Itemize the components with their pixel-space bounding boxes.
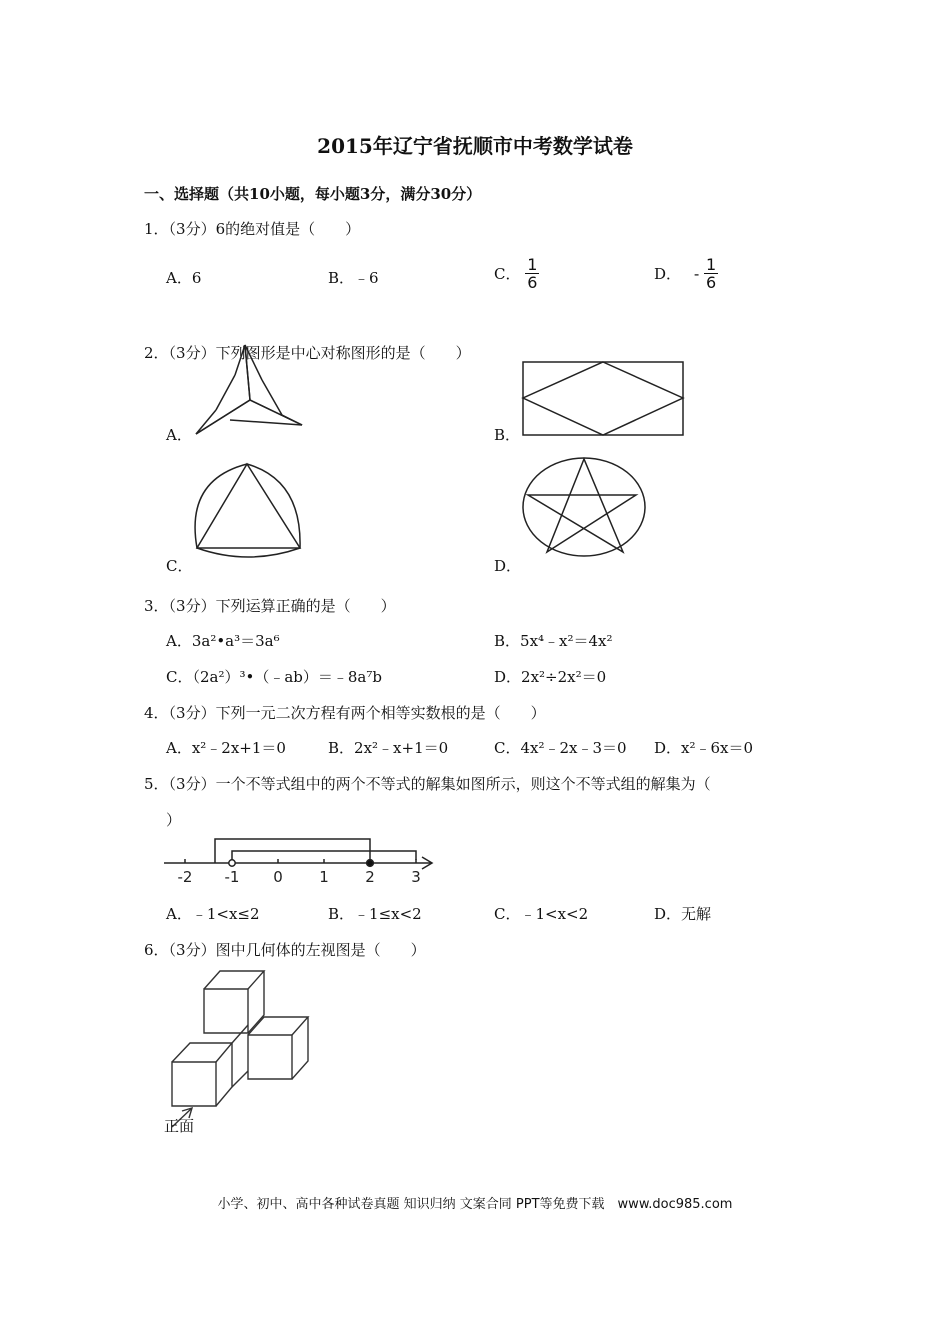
question-4-option-d[interactable]: D．x²﹣6x＝0 <box>654 739 754 757</box>
reuleaux-triangle-figure <box>190 460 310 560</box>
question-4-option-a[interactable]: A．x²﹣2x+1＝0 <box>166 739 286 757</box>
tick-label: 3 <box>411 868 421 886</box>
question-3-option-a[interactable]: A．3a²•a³＝3a⁶ <box>166 632 280 650</box>
question-1-stem: 1．（3分）6的绝对值是（ ） <box>144 220 361 238</box>
question-2-option-b-label[interactable]: B． <box>494 426 521 444</box>
minus-sign: - <box>693 264 700 283</box>
question-3-option-c[interactable]: C．（2a²）³•（﹣ab）＝﹣8a⁷b <box>166 668 382 686</box>
tick-label: 1 <box>319 868 329 886</box>
cube-solid-figure <box>160 965 320 1140</box>
question-2-option-c-label[interactable]: C． <box>166 557 193 575</box>
fraction-negative-one-sixth <box>704 256 718 291</box>
question-2-stem: 2．（3分）下列图形是中心对称图形的是（ ） <box>144 344 471 362</box>
number-line-figure <box>160 834 440 886</box>
question-1-option-d[interactable] <box>654 256 718 291</box>
fraction-one-sixth <box>525 256 539 291</box>
pentagram-in-circle-figure <box>520 455 650 560</box>
question-5-option-d[interactable]: D．无解 <box>654 905 712 923</box>
section-heading: 一、选择题（共10小题，每小题3分，满分30分） <box>144 185 482 203</box>
open-circle-marker <box>229 860 235 866</box>
question-5-option-b[interactable]: B．﹣1≤x<2 <box>328 905 422 923</box>
question-2-option-d-label[interactable]: D． <box>494 557 522 575</box>
option-d-label: D． <box>654 265 682 283</box>
tick-label: -1 <box>224 868 240 886</box>
fraction-denominator: 6 <box>706 273 717 292</box>
triangle-propeller-figure <box>190 340 310 440</box>
question-3-option-b[interactable]: B．5x⁴﹣x²＝4x² <box>494 632 613 650</box>
page-title: 2015年辽宁省抚顺市中考数学试卷 <box>317 134 633 158</box>
question-2-option-a-label[interactable]: A． <box>166 426 192 444</box>
fraction-numerator: 1 <box>706 255 717 274</box>
question-4-option-c[interactable]: C．4x²﹣2x﹣3＝0 <box>494 739 627 757</box>
question-5-option-c[interactable]: C．﹣1<x<2 <box>494 905 589 923</box>
question-1-option-b[interactable]: B．﹣6 <box>328 269 379 287</box>
question-5-option-a[interactable]: A．﹣1<x≤2 <box>166 905 260 923</box>
question-5-stem-line-2: ） <box>166 811 182 829</box>
rectangle-rhombus-figure <box>520 360 686 438</box>
question-3-option-d[interactable]: D．2x²÷2x²＝0 <box>494 668 607 686</box>
tick-label: -2 <box>177 868 193 886</box>
question-4-option-b[interactable]: B．2x²﹣x+1＝0 <box>328 739 449 757</box>
question-3-stem: 3．（3分）下列运算正确的是（ ） <box>144 597 396 615</box>
question-4-stem: 4．（3分）下列一元二次方程有两个相等实数根的是（ ） <box>144 704 546 722</box>
question-5-stem-line-1: 5．（3分）一个不等式组中的两个不等式的解集如图所示，则这个不等式组的解集为（ <box>144 775 711 793</box>
footer-note: 小学、初中、高中各种试卷真题 知识归纳 文案合同 PPT等免费下载 www.doc985.com <box>217 1197 733 1212</box>
question-6-stem: 6．（3分）图中几何体的左视图是（ ） <box>144 941 426 959</box>
question-1-option-a[interactable]: A．6 <box>166 269 202 287</box>
fraction-numerator: 1 <box>527 255 538 274</box>
solution-bracket-greater-than-neg1 <box>232 851 416 860</box>
fraction-denominator: 6 <box>527 273 538 292</box>
tick-label: 2 <box>365 868 375 886</box>
tick-label: 0 <box>273 868 283 886</box>
question-1-option-c[interactable] <box>494 256 539 291</box>
closed-circle-marker <box>367 860 374 867</box>
front-view-label: 正面 <box>164 1117 195 1135</box>
option-c-label: C． <box>494 265 521 283</box>
